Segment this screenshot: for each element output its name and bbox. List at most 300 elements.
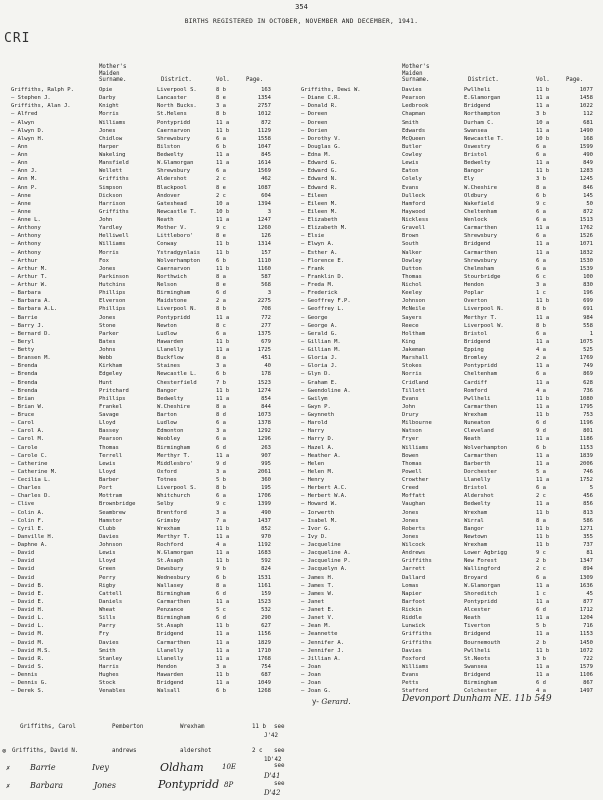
child-name: — Ann J. xyxy=(11,168,38,175)
handwritten-district: Devonport xyxy=(402,694,450,704)
page-number-cell: 1513 xyxy=(579,217,593,223)
mothers-maiden-surname: Wheat xyxy=(99,607,116,613)
volume: 11 a xyxy=(536,631,550,638)
mothers-maiden-surname: Lloyd xyxy=(99,558,116,565)
mothers-maiden-surname: Barber xyxy=(99,477,119,483)
page-number-cell: 1071 xyxy=(579,241,593,248)
page-number-cell: 681 xyxy=(583,119,593,126)
mothers-maiden-surname: Stock xyxy=(99,680,116,687)
page-number-cell: 1186 xyxy=(579,436,593,443)
page-number-cell: 687 xyxy=(261,672,271,678)
page-number-cell: 995 xyxy=(261,460,271,467)
register-row xyxy=(11,322,301,330)
page-number-cell: 813 xyxy=(583,509,593,516)
page-number-cell: 1712 xyxy=(579,607,593,613)
district: Lower Agbrigg xyxy=(464,550,508,557)
register-row xyxy=(11,240,301,248)
volume: 11 a xyxy=(536,663,550,670)
district: Birmingham xyxy=(157,590,191,597)
child-name: — Florence E. xyxy=(301,257,345,264)
district: Edmonton xyxy=(157,428,184,435)
mothers-maiden-surname: Mottram xyxy=(99,493,123,500)
child-name: — David xyxy=(11,574,35,581)
mothers-maiden-surname: Evans xyxy=(402,184,419,191)
mothers-maiden-surname: King xyxy=(402,338,416,345)
child-name: — Arthur M. xyxy=(11,265,48,272)
volume: 11 b xyxy=(216,338,230,345)
mothers-maiden-surname: Lloyd xyxy=(99,468,116,475)
child-name: — Bransen M. xyxy=(11,355,51,362)
mothers-maiden-surname: Crowther xyxy=(402,477,429,483)
page-number-cell: 1245 xyxy=(579,176,593,183)
volume: 3 a xyxy=(216,363,226,370)
mothers-maiden-surname: Cridland xyxy=(402,379,429,386)
district: Shoreditch xyxy=(464,590,498,597)
register-row xyxy=(301,574,601,582)
volume: 10 b xyxy=(216,208,230,215)
district: Colchester xyxy=(464,688,498,695)
page-number-cell: 81 xyxy=(586,550,593,557)
register-row xyxy=(301,119,601,127)
volume: 11 b xyxy=(536,525,550,532)
register-row xyxy=(301,492,601,500)
district: Bedwelty xyxy=(157,152,184,158)
child-name: — Isabel M. xyxy=(301,517,338,524)
mothers-maiden-surname: Hutchins xyxy=(99,282,126,288)
page-number-cell: 1072 xyxy=(579,647,593,654)
mothers-maiden-surname: Fry xyxy=(99,631,109,638)
register-row xyxy=(11,525,301,533)
page-number-cell: 1012 xyxy=(257,111,271,118)
mothers-maiden-surname: Pearson xyxy=(402,95,426,102)
page-number-cell: 1526 xyxy=(579,233,593,240)
district: Newtown xyxy=(464,533,488,540)
page-number-cell: 1769 xyxy=(579,355,593,362)
register-row xyxy=(11,232,301,240)
mothers-maiden-surname: John xyxy=(99,217,113,223)
supp-entry-3-note: D'41 xyxy=(264,772,281,780)
volume: 3 a xyxy=(216,428,226,435)
district: Bridgend xyxy=(157,680,184,687)
volume: 11 a xyxy=(216,452,230,459)
volume: 6 a xyxy=(536,371,546,378)
register-row xyxy=(11,492,301,500)
register-row xyxy=(301,257,601,265)
district: Bournemouth xyxy=(464,639,501,646)
district: Liverpool W. xyxy=(464,322,504,329)
page-number-cell: 854 xyxy=(261,395,271,402)
register-row xyxy=(11,435,301,443)
register-row xyxy=(301,249,601,257)
volume: 6 a xyxy=(536,265,546,272)
volume: 2 b xyxy=(536,639,546,646)
register-row xyxy=(11,419,301,427)
register-row xyxy=(301,216,601,224)
district: Birmingham xyxy=(464,680,498,687)
volume: 6 a xyxy=(216,493,226,500)
page-number-cell: 1458 xyxy=(579,95,593,102)
child-name: — Barbara xyxy=(11,290,41,297)
district: Bridgend xyxy=(464,338,491,345)
district: Neath xyxy=(157,217,174,223)
volume: 11 a xyxy=(536,363,550,370)
volume: 11 b xyxy=(536,509,550,516)
page-number-cell: 50 xyxy=(586,200,593,207)
child-name: — Ann xyxy=(11,143,28,150)
mothers-maiden-surname: Clubb xyxy=(99,525,116,532)
mothers-maiden-surname: Griffiths xyxy=(99,176,129,183)
register-row xyxy=(301,655,601,663)
district: Newcastle T. xyxy=(464,135,504,142)
volume: 8 e xyxy=(216,282,226,288)
district: E.Glamorgan xyxy=(464,95,501,102)
supp-entry-3-page: see xyxy=(274,763,285,769)
volume: 8 e xyxy=(216,95,226,102)
child-name: — Brian W. xyxy=(11,403,45,410)
child-name: — Barrie xyxy=(11,314,38,321)
mothers-maiden-surname: Kirkham xyxy=(99,363,123,370)
volume: 11 a xyxy=(216,550,230,557)
district: Caernarvon xyxy=(157,127,191,134)
register-row xyxy=(11,582,301,590)
child-name: — Catherine M. xyxy=(11,468,58,475)
supp-entry-3-name: Barrie xyxy=(30,763,56,772)
volume: 6 a xyxy=(536,257,546,264)
mothers-maiden-surname: Opie xyxy=(99,87,113,93)
volume: 11 a xyxy=(216,160,230,167)
register-row xyxy=(11,192,301,200)
page-number-cell: 1077 xyxy=(579,87,593,93)
mothers-maiden-surname: Edgeley xyxy=(99,371,123,378)
page-number-cell: 532 xyxy=(261,607,271,613)
child-name: — Gloria J. xyxy=(301,355,338,362)
handwritten-name: Gerard. xyxy=(321,697,351,706)
mothers-maiden-surname: Johns xyxy=(99,347,116,353)
district: Cleveland xyxy=(464,428,494,435)
child-name: — Anne xyxy=(11,192,31,199)
mothers-maiden-surname: Barfoot xyxy=(402,598,426,605)
volume: 6 d xyxy=(216,615,226,622)
page-number-cell: 872 xyxy=(583,208,593,215)
register-row xyxy=(301,565,601,573)
register-row xyxy=(301,679,601,687)
volume: 11 b xyxy=(216,558,230,565)
child-name: — Derek S. xyxy=(11,688,45,695)
volume: 11 a xyxy=(216,152,230,158)
volume: 3 a xyxy=(216,509,226,516)
header-vol: Vol. xyxy=(536,77,550,84)
district: North Bucks. xyxy=(157,103,197,110)
mothers-maiden-surname: Daniels xyxy=(99,598,123,605)
child-name: — Anthony xyxy=(11,241,41,248)
district: Whitchurch xyxy=(157,493,191,500)
child-name: — Diane C.R. xyxy=(301,95,341,102)
mothers-maiden-surname: Bates xyxy=(99,338,116,345)
child-name: — Heather A. xyxy=(301,452,341,459)
page-number-cell: 592 xyxy=(261,558,271,565)
volume: 6 b xyxy=(216,688,226,695)
volume: 2 c xyxy=(536,493,546,500)
register-row xyxy=(301,500,601,508)
page-number-cell: 558 xyxy=(583,322,593,329)
register-row xyxy=(301,297,601,305)
mothers-maiden-surname: Watson xyxy=(402,428,422,435)
page-number-cell: 3 xyxy=(267,208,271,215)
district: Liverpool S. xyxy=(157,485,197,492)
district: Barton xyxy=(157,412,177,418)
volume: 11 a xyxy=(216,395,230,402)
child-name: — Edward G. xyxy=(301,160,338,167)
register-row xyxy=(11,314,301,322)
supp-entry-1-vol: 11 b xyxy=(252,724,266,730)
district: Wrexham xyxy=(157,525,181,532)
district: Bilston xyxy=(157,143,181,150)
register-row xyxy=(301,622,601,630)
page-number-cell: 628 xyxy=(583,379,593,386)
child-name: — Ivy D. xyxy=(301,533,328,540)
volume: 11 b xyxy=(216,672,230,678)
volume: 5 b xyxy=(216,477,226,483)
child-name: — David xyxy=(11,550,35,557)
register-row xyxy=(11,135,301,143)
mothers-maiden-surname: Milbourne xyxy=(402,420,432,427)
register-row xyxy=(11,208,301,216)
mothers-maiden-surname: Fryer xyxy=(402,436,419,443)
page-number-cell: 1161 xyxy=(257,582,271,589)
child-name: — Doreen xyxy=(301,119,328,126)
volume: 6 a xyxy=(216,135,226,142)
page-number-cell: 1530 xyxy=(579,257,593,264)
supp-entry-2-note: 1D'42 xyxy=(264,757,282,763)
register-row xyxy=(11,143,301,151)
volume: 11 b xyxy=(216,525,230,532)
mothers-maiden-surname: Powell xyxy=(402,468,422,475)
district: Liverpool N. xyxy=(464,306,504,313)
district: Brentford xyxy=(157,509,187,516)
district: Oswestry xyxy=(464,143,491,150)
mothers-maiden-surname: Smith xyxy=(99,647,116,654)
page-number-cell: 1153 xyxy=(579,444,593,451)
volume: 11 a xyxy=(536,103,550,110)
page-number-cell: 691 xyxy=(583,306,593,313)
mothers-maiden-surname: Griffiths xyxy=(402,639,432,646)
register-row xyxy=(11,175,301,183)
district: Neath xyxy=(464,436,481,443)
register-row xyxy=(301,419,601,427)
district: Walsall xyxy=(157,688,181,695)
child-name: — Cecilia L. xyxy=(11,477,51,483)
mothers-maiden-surname: Griffiths xyxy=(99,208,129,215)
child-name: — Joan G. xyxy=(301,688,331,695)
child-name: — Jacqueline P. xyxy=(301,558,351,565)
register-row xyxy=(11,565,301,573)
page-number-cell: 754 xyxy=(261,663,271,670)
supp-entry-1-page: see xyxy=(274,724,285,730)
child-name: — Jillian A. xyxy=(301,655,341,662)
district: Stourbridge xyxy=(464,273,501,280)
district: Shrewsbury xyxy=(464,257,498,264)
child-name: — Joan xyxy=(301,663,321,670)
register-row xyxy=(11,541,301,549)
child-name: — David M.S. xyxy=(11,647,51,654)
district: Merthyr T. xyxy=(157,533,191,540)
volume: 2 a xyxy=(216,298,226,305)
register-row xyxy=(11,606,301,614)
volume: 3 a xyxy=(216,663,226,670)
page-number-cell: 1558 xyxy=(257,135,271,142)
district: Durham C. xyxy=(464,119,494,126)
mothers-maiden-surname: John xyxy=(402,403,416,410)
register-row xyxy=(11,557,301,565)
district: Ludlow xyxy=(157,420,177,427)
mothers-maiden-surname: Stokes xyxy=(402,363,422,370)
supp-entry-4-mother: Jones xyxy=(94,781,117,790)
district: Pontypridd xyxy=(157,119,191,126)
mothers-maiden-surname: Yardley xyxy=(99,225,123,232)
mothers-maiden-surname: Jones xyxy=(99,265,116,272)
district: Bangor xyxy=(464,168,484,175)
volume: 10 a xyxy=(536,119,550,126)
register-row xyxy=(11,614,301,622)
child-name: — Brenda xyxy=(11,363,38,370)
child-name: — Carol A. xyxy=(11,428,45,435)
child-name: — Gerald G. xyxy=(301,330,338,337)
volume: 8 d xyxy=(216,412,226,418)
district: Penzance xyxy=(157,607,184,613)
mothers-maiden-surname: Simpson xyxy=(99,184,123,191)
mothers-maiden-surname: Hughes xyxy=(99,672,119,678)
register-row xyxy=(301,517,601,525)
mothers-maiden-surname: Keeley xyxy=(402,290,422,297)
page-number-cell: 112 xyxy=(583,111,593,118)
page-number-cell: 1247 xyxy=(257,217,271,223)
mothers-maiden-surname: Stone xyxy=(99,322,116,329)
child-name: — Eileen M. xyxy=(301,208,338,215)
child-name: — Alwyn xyxy=(11,119,35,126)
mothers-maiden-surname: Petts xyxy=(402,680,419,687)
mothers-maiden-surname: Seambrew xyxy=(99,509,126,516)
mothers-maiden-surname: Cowley xyxy=(402,152,422,158)
mothers-maiden-surname: Venables xyxy=(99,688,126,695)
mothers-maiden-surname: Norris xyxy=(402,371,422,378)
child-name: — Bruce xyxy=(11,412,35,418)
child-name: — Gwynneth xyxy=(301,412,335,418)
child-name: — Carol M. xyxy=(11,436,45,443)
register-row xyxy=(301,232,601,240)
volume: 11 a xyxy=(536,460,550,467)
child-name: — Frank xyxy=(301,265,325,272)
page-number-cell: 1683 xyxy=(257,550,271,557)
child-name: — Alwyn D. xyxy=(11,127,45,134)
register-row xyxy=(301,395,601,403)
child-name: — Iorwerth xyxy=(301,509,335,516)
page-title: BIRTHS REGISTERED IN OCTOBER, NOVEMBER AND DECEMBER, 1941. xyxy=(184,18,419,25)
register-row xyxy=(11,224,301,232)
page-number-cell: 856 xyxy=(583,501,593,508)
volume: 3 a xyxy=(216,103,226,110)
page-number-cell: 168 xyxy=(583,135,593,142)
mothers-maiden-surname: Parkinson xyxy=(99,273,129,280)
mothers-maiden-surname: Lewis xyxy=(402,160,419,167)
volume: 4 a xyxy=(536,347,546,353)
page-number-cell: 2757 xyxy=(257,103,271,110)
volume: 8 e xyxy=(216,233,226,240)
child-name: — Anthony xyxy=(11,233,41,240)
page-number-cell: 196 xyxy=(583,290,593,297)
mothers-maiden-surname: Harris xyxy=(99,663,119,670)
mothers-maiden-surname: Tillott xyxy=(402,387,426,394)
child-name: — Ann xyxy=(11,152,28,158)
mothers-maiden-surname: Moffatt xyxy=(402,493,426,500)
volume: 2 c xyxy=(216,192,226,199)
child-name: — Harold xyxy=(301,420,328,427)
register-row xyxy=(301,533,601,541)
mothers-maiden-surname: Butler xyxy=(402,143,422,150)
volume: 8 a xyxy=(216,273,226,280)
supp-entry-4-page: see xyxy=(274,781,285,787)
register-row xyxy=(301,590,601,598)
register-row xyxy=(301,541,601,549)
district: Birmingham xyxy=(157,444,191,451)
register-row xyxy=(301,224,601,232)
page-number-cell: 737 xyxy=(583,542,593,548)
mothers-maiden-surname: Marshall xyxy=(402,355,429,362)
volume: 11 a xyxy=(536,95,550,102)
page-number-cell: 126 xyxy=(261,233,271,240)
child-name: — David L. xyxy=(11,623,45,630)
child-name: — Howard W. xyxy=(301,501,338,508)
register-row xyxy=(301,411,601,419)
district: Pwllheli xyxy=(464,395,491,402)
volume: 11 a xyxy=(216,347,230,353)
child-name: — David L. xyxy=(11,615,45,622)
register-row xyxy=(11,630,301,638)
district: Poplar xyxy=(464,290,484,297)
district: Gateshead xyxy=(157,200,187,207)
mothers-maiden-surname: Creed xyxy=(402,485,419,492)
mothers-maiden-surname: Harrison xyxy=(99,200,126,207)
page-number-cell: 159 xyxy=(261,590,271,597)
handwritten-entry: y- Gerard. xyxy=(312,697,351,706)
district: Middlesbro' xyxy=(157,460,194,467)
page-number-cell: 1192 xyxy=(257,542,271,548)
volume: 9 c xyxy=(216,501,226,508)
volume: 7 a xyxy=(216,517,226,524)
district: W.Cheshire xyxy=(157,403,191,410)
volume: 6 a xyxy=(216,330,226,337)
child-name: Griffiths, Alan J. xyxy=(11,103,71,110)
page-number-cell: 1523 xyxy=(257,598,271,605)
child-name: — Harry D. xyxy=(301,436,335,443)
district: Merthyr T. xyxy=(464,314,498,321)
child-name: — Ann xyxy=(11,160,28,167)
child-name: — Brenda xyxy=(11,379,38,386)
child-name: — David xyxy=(11,566,35,573)
page-number-cell: 3 xyxy=(267,290,271,297)
page-number-cell: 753 xyxy=(583,412,593,418)
page-number-cell: 163 xyxy=(261,87,271,93)
volume: 2 c xyxy=(216,176,226,183)
child-name: — Anne L. xyxy=(11,217,41,223)
mothers-maiden-surname: Helliwell xyxy=(99,233,129,240)
mothers-maiden-surname: Nickless xyxy=(402,217,429,223)
district: Nuneaton xyxy=(464,420,491,427)
page-number-cell: 263 xyxy=(261,444,271,451)
page-number-cell: 1394 xyxy=(257,200,271,207)
register-row xyxy=(301,143,601,151)
district: Littleboro' xyxy=(157,233,194,240)
district: Shrewsbury xyxy=(464,233,498,240)
